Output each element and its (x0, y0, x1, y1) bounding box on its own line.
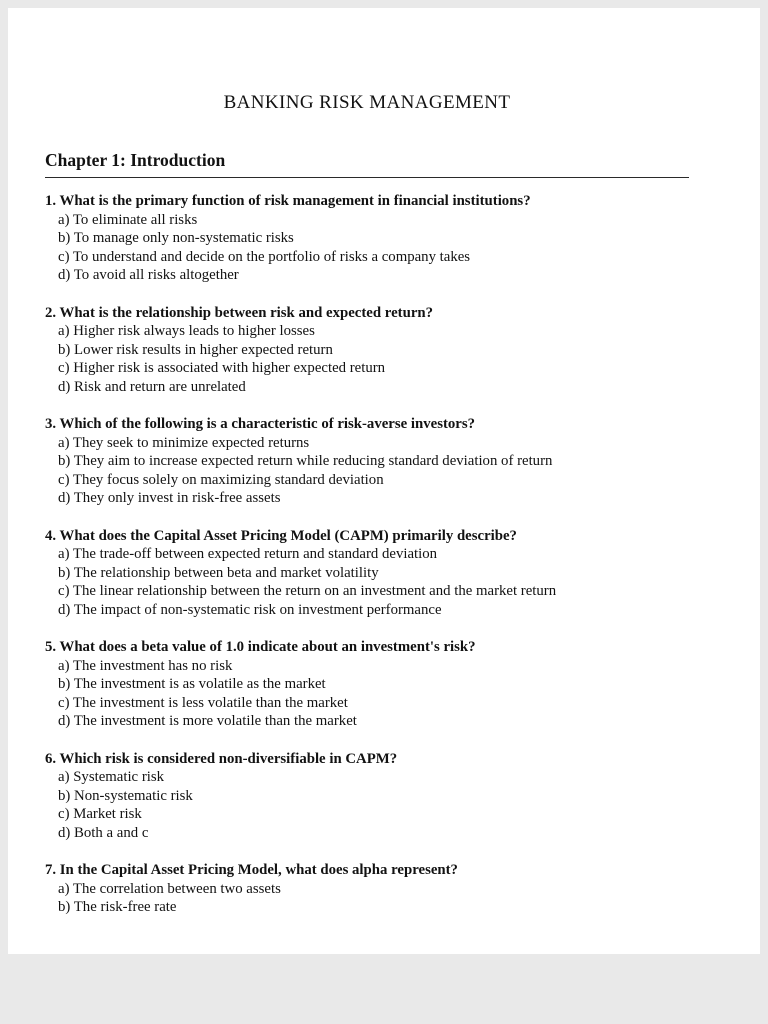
chapter-heading: Chapter 1: Introduction (45, 150, 689, 178)
question-text: 3. Which of the following is a characteristic of risk-averse investors? (45, 416, 476, 432)
option-item: d) They only invest in risk-free assets (58, 490, 281, 506)
option-item: c) The investment is less volatile than the market (58, 694, 348, 711)
question-block-1 (45, 192, 689, 285)
option-item: c) They focus solely on maximizing standard deviation (58, 471, 384, 488)
document-page (8, 8, 760, 954)
option-item: c) Higher risk is associated with higher expected return (58, 360, 386, 376)
option-item: d) To avoid all risks altogether (58, 267, 239, 283)
question-block-3 (45, 415, 689, 508)
question-text: 1. What is the primary function of risk management in financial institutions? (45, 193, 531, 209)
option-item: b) They aim to increase expected return while reducing standard deviation of return (58, 453, 553, 469)
question-block-4 (45, 527, 689, 620)
question-text: 7. In the Capital Asset Pricing Model, what does alpha represent? (45, 862, 458, 878)
option-item: d) The impact of non-systematic risk on investment performance (58, 601, 442, 618)
option-item: b) To manage only non-systematic risks (58, 230, 294, 246)
option-item: c) To understand and decide on the portfolio of risks a company takes (58, 248, 471, 265)
document-title: BANKING RISK MANAGEMENT (223, 92, 511, 113)
question-text: 4. What does the Capital Asset Pricing Model (CAPM) primarily describe? (45, 527, 517, 544)
question-text: 2. What is the relationship between risk and expected return? (45, 304, 434, 321)
question-text: 6. Which risk is considered non-diversifiable in CAPM? (45, 750, 398, 767)
option-item: a) To eliminate all risks (58, 211, 198, 228)
question-block-5 (45, 638, 689, 731)
question-block-6 (45, 750, 689, 843)
question-block-7 (45, 861, 689, 917)
question-list (45, 192, 689, 917)
option-item: b) The risk-free rate (58, 899, 177, 915)
option-item: a) The trade-off between expected return and standard deviation (58, 546, 438, 562)
question-block-2 (45, 304, 689, 397)
option-item: c) The linear relationship between the return on an investment and the market return (58, 583, 557, 599)
option-item: b) Non-systematic risk (58, 787, 193, 804)
option-item: b) The investment is as volatile as the market (58, 676, 326, 692)
option-item: b) The relationship between beta and market volatility (58, 564, 379, 581)
option-item: a) The correlation between two assets (58, 880, 281, 897)
option-item: a) Higher risk always leads to higher losses (58, 323, 315, 339)
question-text: 5. What does a beta value of 1.0 indicate about an investment's risk? (45, 639, 476, 655)
option-item: d) Risk and return are unrelated (58, 378, 246, 395)
option-item: a) They seek to minimize expected returns (58, 434, 310, 451)
option-item: b) Lower risk results in higher expected return (58, 341, 333, 358)
option-item: d) Both a and c (58, 824, 149, 841)
option-item: a) The investment has no risk (58, 657, 233, 674)
option-item: c) Market risk (58, 806, 142, 822)
option-item: d) The investment is more volatile than the market (58, 713, 357, 729)
option-item: a) Systematic risk (58, 769, 165, 785)
